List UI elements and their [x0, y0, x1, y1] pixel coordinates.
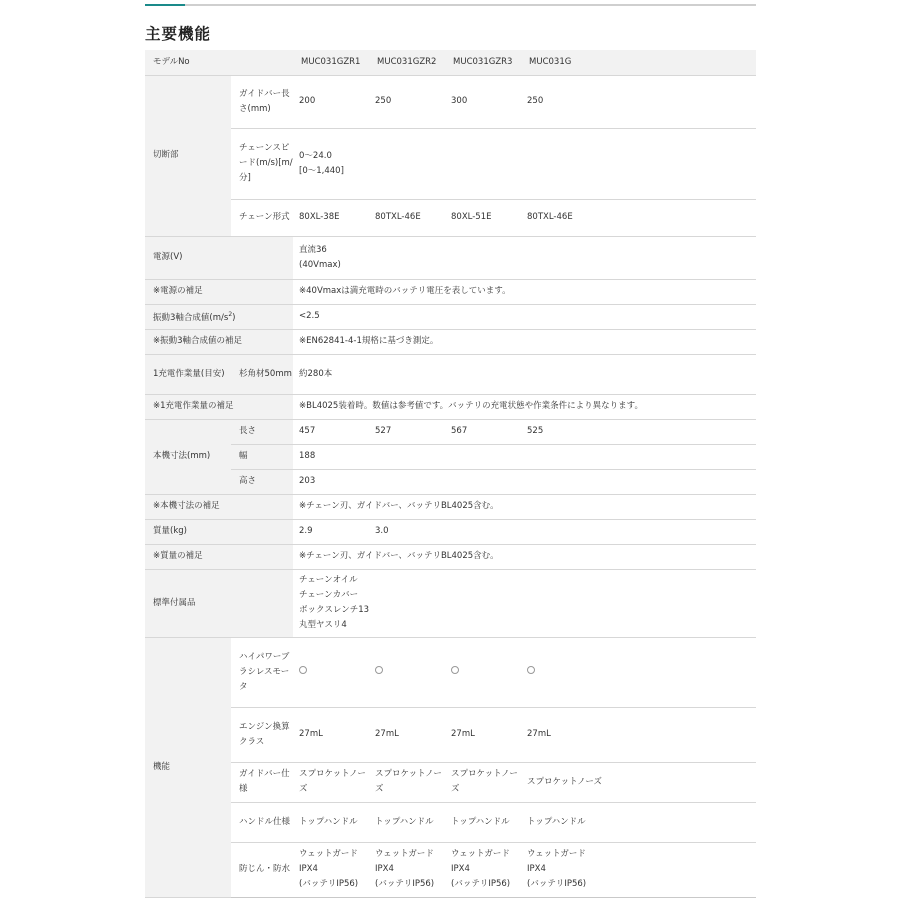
dust-water-cell	[293, 842, 369, 897]
model-cell: MUC031GZR1	[293, 50, 369, 75]
dust-water-line: IPX4	[375, 864, 394, 874]
features-label: 機能	[145, 637, 231, 897]
vibration-label	[145, 304, 293, 329]
spec-value: 27mL	[445, 707, 521, 762]
power-note-value: ※40Vmaxは満充電時のバッテリ電圧を表しています。	[293, 279, 756, 304]
spec-value: 27mL	[293, 707, 369, 762]
spec-value: 80XL-38E	[293, 199, 369, 236]
chain-speed-line: 0〜24.0	[299, 150, 332, 161]
work-per-charge-sub: 杉角材50mm	[231, 354, 293, 394]
mass-note-row	[145, 544, 756, 569]
dimension-height-row	[145, 469, 756, 494]
dust-water-cell	[369, 842, 445, 897]
dust-water-line: ウェットガード	[299, 849, 358, 859]
mass-note-label: ※質量の補足	[145, 544, 293, 569]
dust-water-line: (バッテリIP56)	[299, 879, 359, 889]
handle-row	[145, 802, 756, 842]
vibration-label-sup: 2	[228, 311, 233, 319]
dust-water-line: ウェットガード	[375, 849, 434, 859]
work-note-row	[145, 394, 756, 419]
accessory-item: チェーンカバー	[299, 590, 359, 600]
accessory-item: チェーンオイル	[299, 575, 358, 585]
section-title: 主要機能	[145, 25, 212, 43]
spec-value: スプロケットノーズ	[521, 762, 756, 802]
circle-mark-icon	[451, 666, 459, 674]
dimension-width-label: 幅	[231, 444, 293, 469]
model-cell: MUC031GZR3	[445, 50, 521, 75]
guide-bar-spec-row	[145, 762, 756, 802]
spec-table	[145, 50, 756, 898]
spec-value: 250	[369, 75, 445, 128]
spec-value: 80TXL-46E	[369, 199, 445, 236]
spec-value: トップハンドル	[293, 802, 369, 842]
spec-value: 27mL	[369, 707, 445, 762]
spec-value: 457	[293, 419, 369, 444]
mass-label: 質量(kg)	[145, 519, 293, 544]
circle-mark-icon	[527, 666, 535, 674]
spec-value: 250	[521, 75, 756, 128]
spec-value: トップハンドル	[445, 802, 521, 842]
dust-water-line: IPX4	[451, 864, 470, 874]
power-note-row	[145, 279, 756, 304]
dust-water-line: (バッテリIP56)	[451, 879, 511, 889]
dust-water-line: IPX4	[527, 864, 546, 874]
chain-speed-row	[145, 128, 756, 199]
title-rule	[145, 4, 756, 6]
feature-check	[445, 637, 521, 707]
chain-type-label: チェーン形式	[231, 199, 293, 236]
guide-bar-length-row	[145, 75, 756, 128]
feature-check	[521, 637, 756, 707]
work-per-charge-label: 1充電作業量(目安)	[145, 354, 231, 394]
dimension-length-row	[145, 419, 756, 444]
power-value	[293, 236, 756, 279]
engine-class-row	[145, 707, 756, 762]
power-line: (40Vmax)	[299, 259, 341, 270]
dust-water-line: (バッテリIP56)	[527, 879, 587, 889]
engine-class-label: エンジン換算クラス	[231, 707, 293, 762]
spec-value: 3.0	[369, 519, 756, 544]
accessory-item: 丸型ヤスリ4	[299, 620, 347, 630]
dimension-height-label: 高さ	[231, 469, 293, 494]
accessories-row	[145, 569, 756, 637]
model-label: モデルNo	[145, 50, 293, 75]
spec-value: 525	[521, 419, 756, 444]
dust-water-cell	[521, 842, 756, 897]
spec-value: 203	[293, 469, 756, 494]
chain-type-row	[145, 199, 756, 236]
vibration-note-row	[145, 329, 756, 354]
spec-value: トップハンドル	[369, 802, 445, 842]
handle-label: ハンドル仕様	[231, 802, 293, 842]
dimensions-note-label: ※本機寸法の補足	[145, 494, 293, 519]
title-rule-accent	[145, 4, 185, 6]
vibration-label-end: )	[232, 312, 236, 323]
spec-value: 200	[293, 75, 369, 128]
dimension-width-row	[145, 444, 756, 469]
spec-value: 2.9	[293, 519, 369, 544]
dust-water-line: ウェットガード	[451, 849, 510, 859]
vibration-value: <2.5	[293, 304, 756, 329]
mass-row	[145, 519, 756, 544]
spec-value: スプロケットノーズ	[369, 762, 445, 802]
circle-mark-icon	[299, 666, 307, 674]
work-per-charge-row	[145, 354, 756, 394]
chain-speed-value	[293, 128, 756, 199]
cutting-label: 切断部	[145, 75, 231, 236]
guide-bar-length-label: ガイドバー長さ(mm)	[231, 75, 293, 128]
power-row	[145, 236, 756, 279]
dimensions-label: 本機寸法(mm)	[145, 419, 231, 494]
spec-value: 80TXL-46E	[521, 199, 756, 236]
power-label: 電源(V)	[145, 236, 293, 279]
spec-value: 80XL-51E	[445, 199, 521, 236]
dust-water-line: ウェットガード	[527, 849, 586, 859]
dust-water-line: IPX4	[299, 864, 318, 874]
spec-value: スプロケットノーズ	[445, 762, 521, 802]
dimensions-note-row	[145, 494, 756, 519]
vibration-note-label: ※振動3軸合成値の補足	[145, 329, 293, 354]
spec-value: トップハンドル	[521, 802, 756, 842]
dimension-length-label: 長さ	[231, 419, 293, 444]
accessory-item: ボックスレンチ13	[299, 605, 370, 615]
model-cell: MUC031G	[521, 50, 756, 75]
accessories-list	[293, 569, 756, 637]
feature-check	[369, 637, 445, 707]
work-note-value: ※BL4025装着時。数値は参考値です。バッテリの充電状態や作業条件により異なります。	[293, 394, 756, 419]
work-note-label: ※1充電作業量の補足	[145, 394, 293, 419]
dust-water-line: (バッテリIP56)	[375, 879, 435, 889]
feature-check	[293, 637, 369, 707]
brushless-label: ハイパワーブラシレスモータ	[231, 637, 293, 707]
mass-note-value: ※チェーン刃、ガイドバー、バッテリBL4025含む。	[293, 544, 756, 569]
brushless-row	[145, 637, 756, 707]
accessories-label: 標準付属品	[145, 569, 293, 637]
vibration-note-value: ※EN62841-4-1規格に基づき測定。	[293, 329, 756, 354]
vibration-row	[145, 304, 756, 329]
spec-value: スプロケットノーズ	[293, 762, 369, 802]
spec-value: 527	[369, 419, 445, 444]
model-row	[145, 50, 756, 75]
power-line: 直流36	[299, 244, 327, 255]
dimensions-note-value: ※チェーン刃、ガイドバー、バッテリBL4025含む。	[293, 494, 756, 519]
chain-speed-label: チェーンスピード(m/s)[m/分]	[231, 128, 293, 199]
dust-water-label: 防じん・防水	[231, 842, 293, 897]
spec-value: 188	[293, 444, 756, 469]
circle-mark-icon	[375, 666, 383, 674]
spec-value: 300	[445, 75, 521, 128]
model-cell: MUC031GZR2	[369, 50, 445, 75]
spec-value: 567	[445, 419, 521, 444]
dust-water-cell	[445, 842, 521, 897]
spec-value: 27mL	[521, 707, 756, 762]
work-per-charge-value: 約280本	[293, 354, 756, 394]
guide-bar-spec-label: ガイドバー仕様	[231, 762, 293, 802]
dust-water-row	[145, 842, 756, 897]
power-note-label: ※電源の補足	[145, 279, 293, 304]
vibration-label-text: 振動3軸合成値(m/s	[153, 312, 229, 323]
chain-speed-line: [0〜1,440]	[299, 165, 344, 176]
